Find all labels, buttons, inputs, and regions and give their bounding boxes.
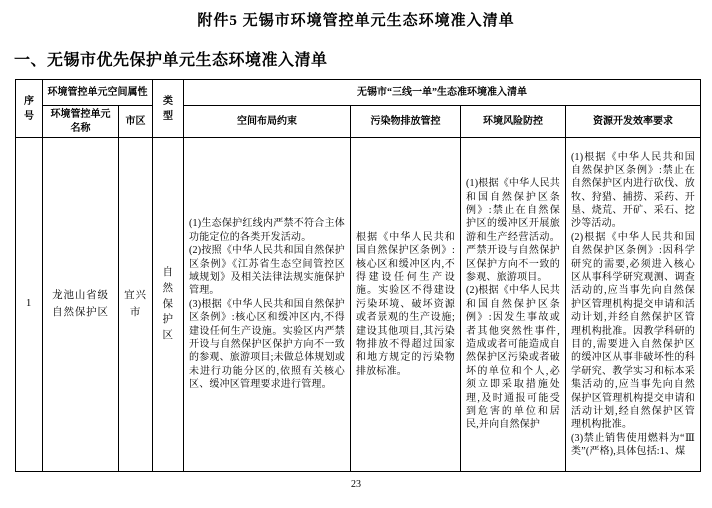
resource-efficiency-paragraph: (3)禁止销售使用燃料为“Ⅲ类”(严格),具体包括:1、煤: [571, 432, 695, 458]
cell-risk-control: [461, 138, 566, 472]
header-access-list-group: 无锡市“三线一单”生态准环境准入清单: [184, 80, 701, 106]
cell-type: [153, 138, 184, 472]
cell-serial: 1: [16, 138, 43, 472]
table-row: [16, 138, 701, 472]
header-resource-efficiency: 资源开发效率要求: [566, 106, 701, 138]
header-pollutant-control: 污染物排放管控: [351, 106, 461, 138]
header-spatial-attr-group: 环境管控单元空间属性: [43, 80, 153, 106]
spatial-layout-paragraph: (3)根据《中华人民共和国自然保护区条例》:核心区和缓冲区内,不得建设任何生产设施。实验区内严禁开设与自然保护区保护方向不一致的参观、旅游项目;未做总体规划或未进行功能分区的,依照有关核心区、缓冲区管理要求进行管理。: [189, 298, 345, 391]
access-list-table: [15, 79, 701, 472]
cell-pollutant-control: [351, 138, 461, 472]
cell-spatial-layout: [184, 138, 351, 472]
header-row-2: [16, 106, 701, 138]
resource-efficiency-paragraph: (2)根据《中华人民共和国自然保护区条例》:因科学研究的需要,必须进入核心区从事科学研究观测、调查活动的,应当事先向自然保护区管理机构提交申请和活动计划,并经自然保护区管理机构批准。因教学科研的目的,需要进入自然保护区的缓冲区从事非破坏性的科学研究、教学实习和标本采集活动的,应当事先向自然保护区管理机构提交申请和活动计划,经自然保护区管理机构批准。: [571, 231, 695, 431]
page-title: 附件5 无锡市环境管控单元生态环境准入清单: [197, 13, 515, 29]
header-type-label: 类型: [163, 95, 173, 122]
spatial-layout-paragraph: (1)生态保护红线内严禁不符合主体功能定位的各类开发活动。: [189, 218, 345, 243]
header-district: 市区: [119, 106, 153, 138]
cell-resource-efficiency: [566, 138, 701, 472]
risk-control-paragraph: (2)根据《中华人民共和国自然保护区条例》:因发生事故或者其他突然性事件,造成或者可能造成自然保护区污染或者破坏的单位和个人,必须立即采取措施处理,及时通报可能受到危害的单位和居民,并向自然保护: [466, 285, 560, 431]
header-type: [153, 80, 184, 138]
header-serial: [16, 80, 43, 138]
header-spatial-layout: 空间布局约束: [184, 106, 351, 138]
spatial-layout-paragraph: (2)按照《中华人民共和国自然保护区条例》《江苏省生态空间管控区域规划》及相关法律法规实施保护管理。: [189, 245, 345, 297]
cell-district: 宜兴市: [119, 138, 153, 472]
header-risk-control: 环境风险防控: [461, 106, 566, 138]
pollutant-control-paragraph: 根据《中华人民共和国自然保护区条例》:核心区和缓冲区内,不得建设任何生产设施。实验区不得建设污染环境、破坏资源或者景观的生产设施;建设其他项目,其污染物排放不得超过国家和地方规定的污染物排放标准。: [356, 231, 455, 377]
header-serial-label: 序号: [24, 95, 34, 122]
header-unit-name: 环境管控单元名称: [43, 106, 119, 138]
section-heading: 一、无锡市优先保护单元生态环境准入清单: [14, 52, 328, 69]
cell-unit-name: 龙池山省级自然保护区: [43, 138, 119, 472]
header-row-1: [16, 80, 701, 106]
risk-control-paragraph: (1)根据《中华人民共和国自然保护区条例》:禁止在自然保护区的缓冲区开展旅游和生产经营活动。严禁开设与自然保护区保护方向不一致的参观、旅游项目。: [466, 178, 560, 284]
resource-efficiency-paragraph: (1)根据《中华人民共和国自然保护区条例》:禁止在自然保护区内进行砍伐、放牧、狩猎、捕捞、采药、开垦、烧荒、开矿、采石、挖沙等活动。: [571, 151, 695, 230]
page-number: 23: [351, 479, 361, 490]
cell-type-label: 自然保护区: [162, 267, 174, 342]
